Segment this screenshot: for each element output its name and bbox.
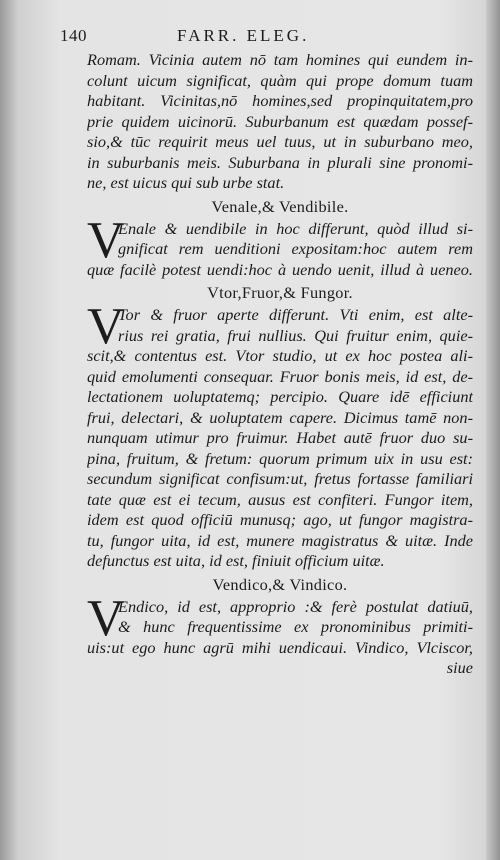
text-line: rius rei gratia, frui nullius. Qui fruitur enim, quie- [118, 325, 473, 345]
text-line: tu, fungor uita, id est, munere magistratus & uitæ. Inde [87, 530, 473, 550]
text-line: frui, delectari, & uoluptatem capere. Dicimus tamē non- [87, 407, 473, 427]
text-line: uis:ut ego hunc agrū mihi uendicaui. Vindico, Vlciscor, [87, 637, 473, 657]
section-vicinia [87, 50, 473, 194]
text-line: Romam. Vicinia autem nō tam homines qui eundem in- [87, 50, 473, 69]
text-line: defunctus est uita, id est, finiuit officium uitæ. [87, 551, 385, 570]
text-line: habitant. Vicinitas,nō homines,sed propinquitatem,pro [87, 91, 473, 110]
text-line: lectationem uoluptatemq; percipio. Quare idē efficiunt [87, 387, 473, 406]
page-gutter-shadow [486, 0, 500, 860]
page-header [60, 26, 473, 50]
text-line: Enale & uendibile in hoc differunt, quòd illud si- [118, 218, 473, 238]
catchword: siue [446, 658, 473, 677]
section-venale [87, 211, 473, 281]
text-line: nunquam utimur pro fruimur. Habet autē fruor duo su- [87, 428, 473, 447]
text-line: ne, est uicus qui sub urbe stat. [87, 173, 285, 192]
text-block [60, 26, 473, 679]
section-heading-vtor: Vtor,Fruor,& Fungor. [207, 283, 353, 302]
text-line: Tor & fruor aperte differunt. Vti enim, est alte- [118, 305, 473, 324]
running-head: FARR. ELEG. [177, 26, 310, 45]
text-line: Endico, id est, approprio :& ferè postulat datiuū, [118, 596, 473, 616]
text-line: tate quæ est ei tecum, ausus est confiteri. Fungor item, [87, 489, 473, 509]
text-line: scit,& contentus est. Vtor studio, ut ex hoc postea ali- [87, 346, 473, 365]
text-line: idem est quod officiū munusq; ago, ut fungor magistra- [87, 510, 473, 529]
text-line: colunt uicum significat, quàm qui prope domum tuam [87, 70, 473, 90]
text-line: pina, fruitum, & fretum: quorum primum uix in usu est: [87, 448, 473, 468]
section-heading-vendico: Vendico,& Vindico. [212, 574, 348, 594]
text-line: secundum significat confisum:ut, fretus fortasse familiari [87, 469, 473, 488]
drop-cap: V [87, 298, 125, 355]
text-line: in suburbanis meis. Suburbana in plurali sine pronomi- [87, 152, 473, 172]
section-vendico [87, 589, 473, 679]
text-line: & hunc frequentissime ex pronominibus primiti- [118, 617, 473, 636]
text-line: quid emolumenti consequar. Fruor bonis meis, id est, de- [87, 366, 473, 386]
text-line: quæ facilè potest uendi:hoc à uendo uenit, illud à ueneo. [87, 259, 473, 279]
text-line: gnificat rem uenditioni expositam:hoc autem rem [118, 239, 473, 258]
drop-cap: V [87, 211, 125, 269]
text-line: sio,& tūc requirit meus uel tuus, ut in suburbano meo, [87, 132, 473, 151]
text-line: prie quidem uicinorū. Suburbanum est quædam possef- [87, 111, 473, 131]
section-vtor [87, 298, 473, 572]
section-heading-venale: Venale,& Vendibile. [211, 196, 349, 216]
drop-cap: V [87, 589, 125, 647]
page-number: 140 [60, 26, 87, 45]
